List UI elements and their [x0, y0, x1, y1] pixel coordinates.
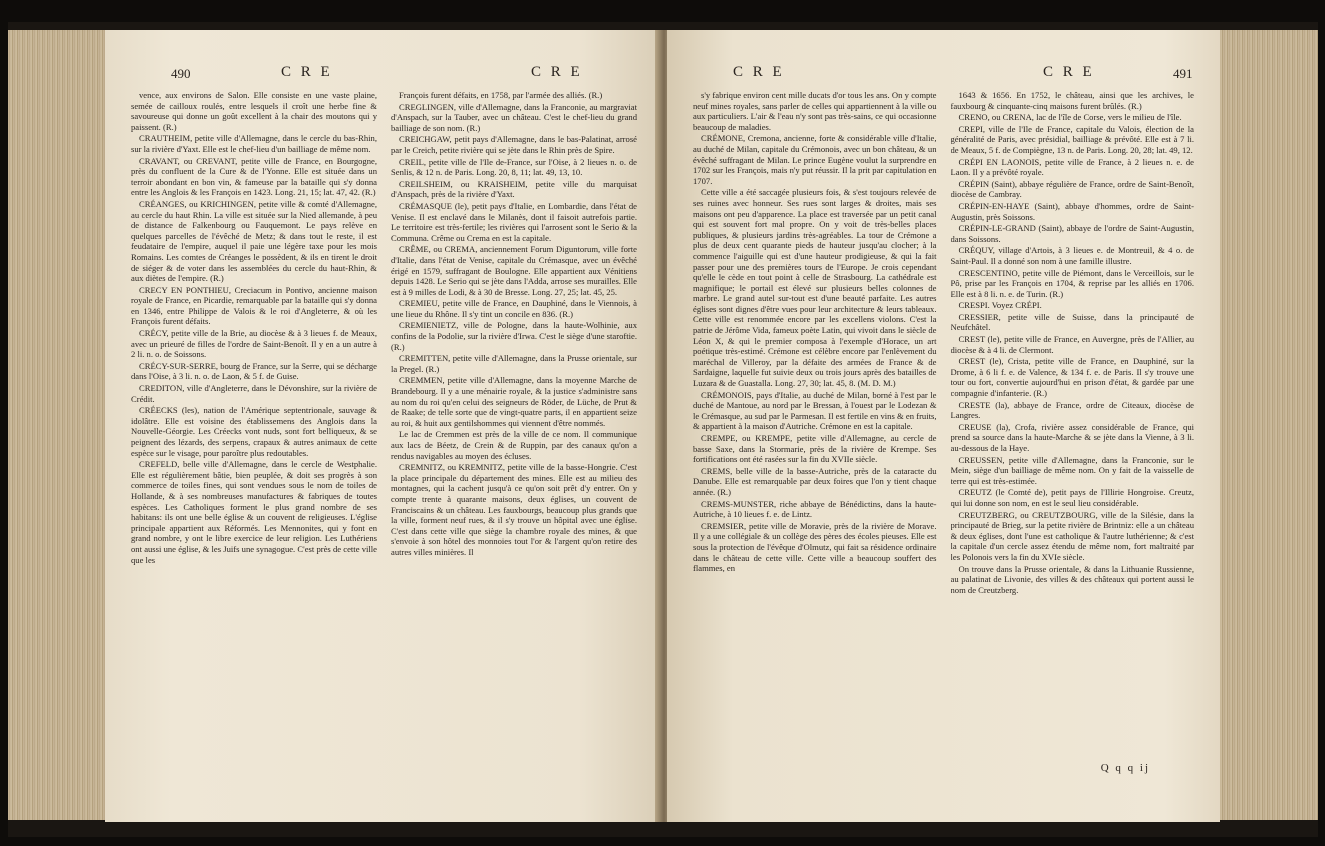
dictionary-entry: CRÉMONE, Cremona, ancienne, forte & considérable ville d'Italie, au duché de Milan, capitale du Crémonois, avec un bon château, & un évêché suffragant de Milan. Le prince Eugène voulut la surprendre en 1702 sur les François, mais n'y put réussir. Il la prit par capitulation en 1707. [693, 133, 937, 186]
dictionary-entry: CREFELD, belle ville d'Allemagne, dans le cercle de Westphalie. Elle est régulièrement bâtie, bien peuplée, & doit ses progrès à son commerce de toiles fines, qui sont vendues sous le nom de toiles de Hollande, & à ses nombreuses manufactures & fabriques de toutes espèces. Les Catholiques forment le plus grand nombre de ses habitans: ils ont une belle église & un couvent de religieuses. L'église principale appartient aux Réformés. Les Mennonites, qui y font en grand nombre, y ont le libre exercice de leur religion. Les Luthériens ont aussi une église, & les Juifs une synagogue. C'est près de cette ville que les [131, 459, 377, 565]
page-number: 491 [1173, 66, 1193, 81]
dictionary-entry: CRÉPI EN LAONOIS, petite ville de France, à 2 lieues n. e. de Laon. Il y a prévôté royale. [950, 156, 1194, 178]
dictionary-entry: CREGLINGEN, ville d'Allemagne, dans la Franconie, au margraviat d'Anspach, sur la Tauber, avec un château. C'est le chef-lieu du grand bailliage de son nom. (R.) [391, 101, 637, 133]
dictionary-entry: CRÉPIN-EN-HAYE (Saint), abbaye d'hommes, ordre de Saint-Augustin, près Soissons. [950, 200, 1194, 222]
dictionary-entry: CRÉPIN-LE-GRAND (Saint), abbaye de l'ordre de Saint-Augustin, dans Soissons. [950, 223, 1194, 244]
column-1 [131, 90, 377, 810]
dictionary-entry: CRAUTHEIM, petite ville d'Allemagne, dans le cercle du bas-Rhin, sur la rivière d'Yaxt. Elle est le chef-lieu d'un bailliage de même nom. [131, 133, 377, 154]
dictionary-entry: CREDITON, ville d'Angleterre, dans le Dévonshire, sur la rivière de Crédit. [131, 383, 377, 404]
dictionary-entry: CREUSSEN, petite ville d'Allemagne, dans la Franconie, sur le Mein, siège d'un bailliage de même nom. On y fait de la vaisselle de terre qui est très-estimée. [950, 454, 1194, 486]
column-1 [693, 90, 937, 810]
dictionary-entry: CRAVANT, ou CREVANT, petite ville de France, en Bourgogne, près du confluent de la Cure & de l'Yonne. Elle est située dans un terroir abondant en bon vin, & fameuse par la bataille qui s'y donna entre les Anglois & les François en 1423. Long. 21, 15; lat. 47, 42. (R.) [131, 155, 377, 198]
dictionary-entry: CREMITTEN, petite ville d'Allemagne, dans la Prusse orientale, sur la Pregel. (R.) [391, 353, 637, 374]
dictionary-entry: 1643 & 1656. En 1752, le château, ainsi que les archives, le fauxbourg & cinquante-cinq maisons furent brûlés. (R.) [950, 90, 1194, 111]
dictionary-entry: Le lac de Cremmen est près de la ville de ce nom. Il communique aux lacs de Béetz, de Crein & de Ruppin, par des canaux qu'on a rendus navigables au moyen des écluses. [391, 429, 637, 461]
page-number: 490 [171, 66, 191, 81]
dictionary-entry: CRÉANGES, ou KRICHINGEN, petite ville & comté d'Allemagne, au cercle du haut Rhin. La ville est située sur la Nied allemande, à peu de distance de Falkenbourg ou Fauquemont. Le pays relève en quelques parcelles de l'évêché de Metz; & dans tout le reste, il est feudataire de l'empire, auquel il paie une légère taxe pour les mois Romains. Les comtes de Créanges le possèdent, & ils en tirent le droit de siéger & de voter dans les assemblées du cercle du haut-Rhin, & aux diètes de l'empire. (R.) [131, 198, 377, 284]
column-2 [951, 90, 1195, 810]
dictionary-entry: CRÉMONOIS, pays d'Italie, au duché de Milan, borné à l'est par le duché de Mantoue, au nord par le Bressan, à l'ouest par le Lodezan & le Crémasque, au sud par le Parmesan. Il est fertile en vins & en fruits, & appartient à la maison d'Autriche. Crémone en est la capitale. [693, 389, 937, 432]
dictionary-entry: CRENO, ou CRENA, lac de l'île de Corse, vers le milieu de l'île. [958, 112, 1182, 123]
dictionary-entry: On trouve dans la Prusse orientale, & dans la Lithuanie Russienne, au palatinat de Livonie, des villes & des châteaux qui portent aussi le nom de Creutzberg. [950, 563, 1194, 595]
dictionary-entry: CRÊME, ou CREMA, anciennement Forum Diguntorum, ville forte d'Italie, dans l'état de Venise, capitale du Crémasque, avec un évêché érigé en 1579, suffragant de Boulogne. Elle appartient aux Vénitiens depuis 1428. Le Serio qui se jète dans l'Adda, arrose ses murailles. Elle est à 9 milles de Lodi, & à 30 de Bresse. Long. 27, 25; lat. 45, 25. [391, 244, 637, 297]
running-head-text: C R E [1043, 64, 1095, 80]
running-head-text: C R E [733, 64, 785, 80]
right-page [667, 30, 1220, 822]
signature-mark: Q q q ij [1100, 762, 1150, 774]
dictionary-entry: CRESPI. Voyez CRÉPI. [958, 300, 1042, 311]
dictionary-entry: CREMIEU, petite ville de France, en Dauphiné, dans le Viennois, à une lieue du Rhône. Il s'y tint un concile en 836. (R.) [391, 298, 637, 319]
dictionary-entry: CRÉECKS (les), nation de l'Amérique septentrionale, sauvage & idolâtre. Elle est voisine des établissemens des Anglois dans la Nouvelle-Géorgie. Les Créecks vont nuds, sont fort belliqueux, & se peignent des lézards, des serpens, crapaux & autres animaux de cette espèce sur le visage, pour paroître plus redoutables. [131, 405, 377, 458]
dictionary-entry: vence, aux environs de Salon. Elle consiste en une vaste plaine, semée de cailloux roulés, entre lesquels il croît une herbe fine & savoureuse qui donne un goût excellent à la chair des moutons qui y paissent. (R.) [131, 90, 377, 132]
left-page [105, 30, 663, 822]
running-head-text: C R E [531, 64, 583, 80]
dictionary-entry: CREST (le), Crista, petite ville de France, en Dauphiné, sur la Drome, à 6 li f. e. de Valence, & 134 f. e. de Paris. Il s'y trouve une tour ou fort, convertie aujourd'hui en prison d'état, & gardée par une compagnie d'infanterie. (R.) [950, 356, 1194, 399]
running-head-right-page [693, 64, 1194, 84]
column-2 [391, 90, 637, 810]
dictionary-entry: CREMS, belle ville de la basse-Autriche, près de la cataracte du Danube. Elle est remarquable par deux foires que l'on y tient chaque année. (R.) [693, 465, 937, 497]
dictionary-entry: CREUTZBERG, ou CREUTZBOURG, ville de la Silésie, dans la principauté de Brieg, sur la petite rivière de Brintniz: elle a un château & deux églises, dont l'une est catholique & l'autre luthérienne; & c'est la capitale d'un cercle assez étendu de même nom, fort maltraité par les Polonois vers la fin du XVIe siècle. [950, 509, 1194, 562]
dictionary-entry: CREUSE (la), Crofa, rivière assez considérable de France, qui prend sa source dans la haute-Marche & se jète dans la Vienne, à 3 li. au-dessous de la Haye. [950, 421, 1194, 453]
dictionary-entry: CRÉCY-SUR-SERRE, bourg de France, sur la Serre, qui se décharge dans l'Oise, à 3 li. n. o. de Laon, & 5 f. de Guise. [131, 360, 377, 382]
dictionary-entry: CREMIENIETZ, ville de Pologne, dans la haute-Wolhinie, aux confins de la Podolie, sur la rivière d'Irwa. C'est le siège d'une staroftie. (R.) [391, 320, 637, 352]
dictionary-entry: CRECY EN PONTHIEU, Creciacum in Pontivo, ancienne maison royale de France, en Picardie, remarquable par la bataille qui s'y donna en 1346, entre Philippe de Valois & le roi d'Angleterre, & où les François furent défaits. [131, 284, 377, 327]
page-edges-left [8, 30, 108, 820]
dictionary-entry: CREIL, petite ville de l'Ile de-France, sur l'Oise, à 2 lieues n. o. de Senlis, & 12 n. de Paris. Long. 20, 8, 11; lat. 49, 13, 10. [391, 156, 637, 178]
dictionary-entry: CREMS-MUNSTER, riche abbaye de Bénédictins, dans la haute-Autriche, à 10 lieues f. e. de Lintz. [693, 498, 937, 520]
dictionary-entry: CRESCENTINO, petite ville de Piémont, dans le Verceillois, sur le Pô, prise par les François en 1704, & reprise par les alliés en 1706. Elle est à 8 li. n. e. de Turin. (R.) [950, 267, 1194, 299]
running-head-left-page [131, 64, 637, 84]
dictionary-entry: CRESTE (la), abbaye de France, ordre de Citeaux, diocèse de Langres. [950, 399, 1194, 421]
dictionary-entry: CREMSIER, petite ville de Moravie, près de la rivière de Morave. Il y a une collégiale & un collège des pères des écoles pieuses. Elle est sous la protection de l'évêque d'Olmutz, qui fait sa résidence ordinaire dans le château de cette ville. Cette ville a beaucoup souffert des flammes, en [693, 520, 937, 574]
dictionary-entry: CREMMEN, petite ville d'Allemagne, dans la moyenne Marche de Brandebourg. Il y a une ménairie royale, & la justice s'administre sans au nom du roi qu'en celui des seigneurs de Röder, de Lüche, de Prut & de Raake; de telle sorte que de vingt-quatre parts, il en appartient seize au roi, & huit aux gentilshommes qui viennent d'être nommés. [391, 375, 637, 428]
running-head-text: C R E [281, 64, 333, 80]
dictionary-entry: CREMPE, ou KREMPE, petite ville d'Allemagne, au cercle de basse Saxe, dans la Stormarie, près de la rivière de Krempe. Ses fortifications ont été rasées sur la fin du XVIIe siècle. [693, 433, 937, 465]
dictionary-entry: CREPI, ville de l'Ile de France, capitale du Valois, élection de la généralité de Paris, avec présidial, bailliage & prévôté. Elle est à 7 li. de Meaux, 5 f. de Compiègne, 13 n. de Paris. Long. 20, 28; lat. 49, 12. [950, 123, 1194, 155]
dictionary-entry: François furent défaits, en 1758, par l'armée des alliés. (R.) [399, 90, 603, 100]
dictionary-entry: CRESSIER, petite ville de Suisse, dans la principauté de Neufchâtel. [950, 311, 1194, 333]
dictionary-entry: CREMNITZ, ou KREMNITZ, petite ville de la basse-Hongrie. C'est la place principale du département des mines. Elle est au milieu des montagnes, qui la cachent jusqu'à ce qu'on soit prêt d'y entrer. On y compte trente à quarante maisons, deux églises, un couvent de Franciscains & un château. Les fauxbourgs, beaucoup plus grands que la ville, forment neuf rues, & il s'y trouve un hôpital avec une église. C'est dans cette ville que siège la chambre royale des mines, & que s'envoie à son hôtel des monnoies tout l'or & l'argent qu'on retire des autres villes minières. Il [391, 462, 637, 557]
dictionary-entry: CREICHGAW, petit pays d'Allemagne, dans le bas-Palatinat, arrosé par le Creich, petite rivière qui se jète dans le Rhin près de Spire. [391, 134, 637, 155]
dictionary-entry: CRÉPIN (Saint), abbaye régulière de France, ordre de Saint-Benoît, diocèse de Cambray. [950, 178, 1194, 200]
dictionary-entry: CREST (le), petite ville de France, en Auvergne, près de l'Allier, au diocèse & à 4 li. de Clermont. [950, 334, 1194, 355]
page-edges-right [1218, 30, 1318, 820]
dictionary-entry: CRÉCY, petite ville de la Brie, au diocèse & à 3 lieues f. de Meaux, avec un prieuré de filles de l'ordre de Saint-Benoît. Il y en a un autre à 2 li. n. o. de Soissons. [131, 328, 377, 360]
dictionary-entry: CREILSHEIM, ou KRAISHEIM, petite ville du marquisat d'Anspach, près de la rivière d'Yaxt. [391, 178, 637, 200]
dictionary-entry: Cette ville a été saccagée plusieurs fois, & s'est toujours relevée de ses ruines avec honneur. Ses rues sont larges & droites, mais ses maisons ont peu d'apparence. La place est traversée par un petit canal qui est souvent fort mal propre. On y voit de très-belles places publiques, & plusieurs jardins très-agréables. La tour de Crémone a plus de deux cent quarante pieds de hauteur jusqu'au clocher; à la commence l'aiguille qui est d'une hauteur prodigieuse, & qui la fait passer pour une des premières tours de l'Europe. Je crois cependant qu'elle le cède en tout point à celle de Strasbourg. La cathédrale est magnifique; le portail est élevé sur plusieurs belles colonnes de marbre. Le grand autel sur-tout est d'une beauté parfaite. Les autres églises sont dignes d'être vues pour leur architecture & leurs tableaux. Cette ville est renommée encore par les excellens violons. C'est la patrie de Jérôme Vida, fameux poète Latin, qui vivoit dans le siècle de Léon X, & qui le premier composa à l'exemple d'Horace, un art poétique très-estimé. Crémone est célèbre encore par l'enlèvement du maréchal de Villeroy, par la défaite des armées de France & de Sardaigne, laquelle fut suivie deux ou trois jours après des batailles de Luzara & de Guastalla. Long. 27, 30; lat. 45, 8. (M. D. M.) [693, 187, 937, 389]
dictionary-entry: CREUTZ (le Comté de), petit pays de l'Illirie Hongroise. Creutz, qui lui donne son nom, en est le seul lieu considérable. [950, 487, 1194, 508]
dictionary-entry: CRÉQUY, village d'Artois, à 3 lieues e. de Montreuil, & 4 o. de Saint-Paul. Il a donné son nom à une famille illustre. [950, 245, 1194, 266]
dictionary-entry: CRÉMASQUE (le), petit pays d'Italie, en Lombardie, dans l'état de Venise. Il est enclavé dans le Milanès, dont il faisoit autrefois partie. Le territoire est très-fertile; les rivières qui l'arrosent sont le Serio & la Communa. Crême ou Crema en est la capitale. [391, 200, 637, 243]
dictionary-entry: s'y fabrique environ cent mille ducats d'or tous les ans. On y compte neuf mines royales, sans parler de celles qui appartiennent à la ville ou aux particuliers. L'air & l'eau n'y sont pas très-sains, ce qui occasionne beaucoup de maladies. [693, 90, 937, 132]
